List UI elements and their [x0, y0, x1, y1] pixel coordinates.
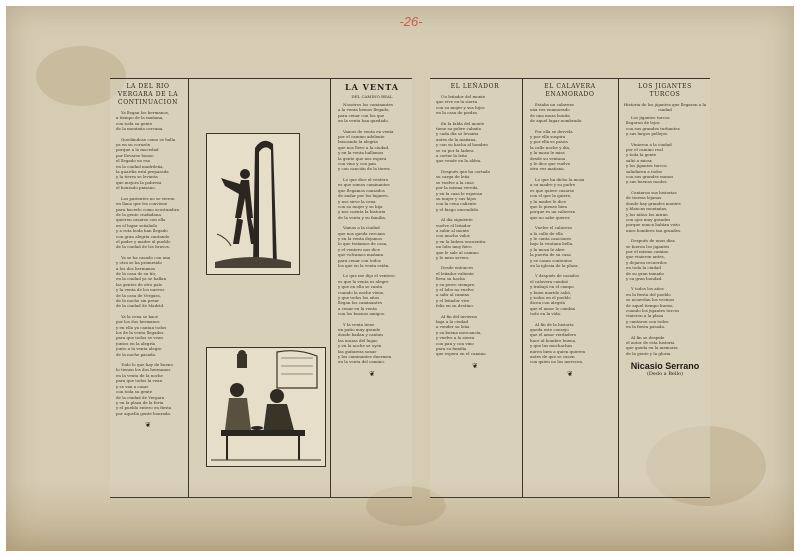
poem-column-3: [620, 79, 710, 497]
verse-line: por aquella gente honrada.: [116, 410, 172, 416]
verse-line: Después que ha cortado: [441, 168, 490, 174]
stanza: [530, 177, 613, 220]
verse-line: y el ventero nos dice: [338, 246, 380, 252]
verse-line: buscando la alegría: [338, 139, 378, 145]
verse-line: Vuelve el calavera: [535, 225, 572, 231]
verse-line: y toda la gente: [626, 152, 657, 158]
verse-line: que vive en la sierra: [436, 99, 478, 105]
verse-line: Lo que dice el ventero: [343, 176, 389, 182]
stanza: [436, 217, 517, 260]
verse-line: y nos cuenta la historia: [338, 209, 386, 215]
verse-line: el padre y madre al pueblo: [116, 238, 171, 244]
verse-line: a cortar la leña: [436, 153, 467, 159]
poem-heading: LA DEL RIO VERGARA DE LA CONTINUACION: [117, 83, 179, 106]
stanza: [530, 322, 613, 365]
poem-subheading: DEL CAMINO REAL: [351, 94, 393, 99]
verse-line: de una moza bonita: [530, 112, 570, 118]
verse-line: cuando la noche viene,: [338, 289, 385, 295]
verse-line: que espera en el camino.: [436, 351, 487, 357]
verse-line: Los parientes no se vieron: [121, 195, 175, 201]
verse-line: en la fiesta pasada.: [626, 324, 666, 330]
verse-line: las gentes de otro país: [116, 281, 162, 287]
verse-line: su carga de leña: [436, 174, 470, 180]
verse-line: antes de que se casen: [530, 354, 575, 360]
verse-line: de la casa de su tío;: [116, 270, 157, 276]
verse-line: de la ciudad de Madrid.: [116, 303, 165, 309]
verse-line: salió a mirar,: [626, 157, 653, 163]
column-rule: [522, 79, 523, 497]
verse-line: las guitarras sonar: [338, 348, 377, 354]
verse-line: y los jigantes turcos: [626, 163, 667, 169]
verse-line: en la ciudad madrileña,: [116, 163, 164, 169]
verse-line: Al fin se despide: [631, 334, 665, 340]
verse-line: y el fuego encendido.: [436, 206, 480, 212]
verse-line: y que en ella se canta: [338, 284, 382, 290]
verse-line: y sus largos pellejos.: [626, 131, 669, 137]
poem-heading: LOS JIGANTES TURCOS: [638, 83, 692, 98]
verse-line: a subir al monte: [436, 227, 469, 233]
woodcut-figure-in-doorway: [206, 133, 300, 275]
verse-line: de la gente y la gloria.: [626, 350, 672, 356]
stanza: [626, 286, 707, 329]
verse-line: en toda la ciudad: [626, 265, 661, 271]
stanza-list: [110, 110, 186, 416]
verse-line: con toda su gente: [116, 120, 153, 126]
column-rule: [188, 79, 189, 497]
stanza: [626, 190, 707, 233]
verse-line: y le canta canciones: [530, 235, 572, 241]
verse-line: y por ella se pasea: [530, 139, 568, 145]
verse-line: Al día siguiente: [441, 217, 473, 223]
verse-line: que volvamos mañana: [338, 252, 383, 258]
verse-line: y a esta boda han llegado: [116, 228, 168, 234]
verse-line: Nosotros los caminantes: [343, 102, 393, 107]
verse-line: y con su hacha al hombro: [436, 142, 488, 148]
verse-line: bajo la ventana bella,: [530, 241, 574, 247]
verse-line: con toda su gente: [116, 389, 153, 395]
verse-line: en la venta de la noche: [116, 372, 163, 378]
verse-line: y su buena mercancía,: [436, 329, 482, 335]
poem-heading: EL CALAVERA ENAMORADO: [544, 83, 596, 98]
verse-line: para hacerlo como acostumbra: [116, 206, 179, 212]
verse-line: en el lugar señalado: [116, 222, 158, 228]
verse-line: Por ella se desvela: [535, 128, 573, 134]
stanza: [116, 314, 183, 357]
stanza: [626, 115, 707, 137]
verse-line: un patio muy grande: [338, 327, 381, 333]
verse-line: con la cena caliente: [436, 201, 477, 207]
verse-line: y su perro siempre,: [436, 281, 476, 287]
verse-line: queda este consejo: [530, 327, 569, 333]
verse-line: juntos en la alegría: [116, 340, 156, 346]
verse-line: y se van a casar: [116, 383, 149, 389]
verse-line: donde bailan y cantan: [338, 332, 383, 338]
verse-line: a vender su leña: [436, 324, 470, 330]
stanza: [338, 322, 409, 365]
verse-line: y todos en el pueblo: [530, 295, 571, 300]
verse-line: se fueron los jigantes: [626, 243, 670, 249]
verse-line: la gente que nos espera: [338, 155, 387, 161]
verse-line: llegan los caminantes: [338, 300, 382, 306]
verse-line: y sus buenos modos.: [626, 179, 668, 185]
verse-line: con mucho valor,: [436, 233, 471, 239]
stanza: [626, 238, 707, 281]
verse-line: vinieron a la plaza: [626, 313, 664, 319]
verse-line: con pan y con vino: [436, 340, 474, 346]
verse-line: porque nunca habían visto: [626, 222, 680, 228]
verse-line: y en la venta dejamos: [338, 235, 382, 241]
verse-line: con sus grandes turbantes: [626, 125, 680, 131]
verse-line: que el amor verdadero: [530, 332, 577, 338]
verse-line: a salir al camino: [436, 292, 470, 298]
verse-line: lo que traíamos de casa,: [338, 241, 388, 247]
stanza: [436, 94, 517, 116]
verse-line: para que todos la vean: [116, 378, 163, 384]
verse-line: baja a la ciudad: [436, 319, 469, 325]
verse-line: Quedándose como se halla: [121, 136, 176, 142]
verse-line: para su familia: [436, 346, 467, 352]
verse-line: por llevarse honor,: [116, 152, 155, 158]
verse-line: con el que la quiere,: [530, 193, 572, 199]
verse-line: que no sabe querer.: [530, 214, 571, 220]
verse-line: a la venta hemos llegado,: [338, 107, 390, 113]
stanza: [116, 196, 183, 250]
woodcut-tavern-scene: [206, 347, 326, 467]
verse-line: la calle noche y día,: [530, 144, 571, 150]
verse-line: y la moza le abre: [530, 246, 565, 252]
verse-line: y en la venta hallamos: [338, 150, 384, 156]
stanza: [338, 102, 409, 124]
verse-line: por el mismo camino: [626, 248, 669, 254]
verse-line: en la casa de piedra.: [436, 110, 479, 116]
verse-line: Al fin de la historia: [535, 321, 574, 327]
verse-line: de la noche sin pesar: [116, 298, 160, 303]
verse-line: unos hombres tan grandes.: [626, 227, 682, 233]
verse-line: y cantaron con todos: [626, 318, 669, 324]
verse-line: y el lobo no vuelve: [436, 287, 474, 292]
poem-column-1: [430, 79, 520, 497]
verse-line: y cada día se levanta: [436, 131, 479, 137]
verse-line: y la moza le mira: [530, 150, 565, 156]
verse-line: su mujer y sus hijos: [436, 195, 477, 201]
verse-line: de aquel tiempo bueno,: [626, 302, 674, 308]
verse-line: los de la venta llegados: [116, 330, 164, 336]
verse-line: de aquel lugar nombrado.: [530, 118, 583, 124]
verse-line: desde su ventana: [530, 155, 566, 161]
verse-line: de la noche pasada.: [116, 351, 157, 357]
verse-line: a la calle de ella: [530, 230, 563, 236]
stanza: [436, 169, 517, 212]
verse-line: y en la casa le esperan: [436, 190, 483, 196]
verse-line: vuelve el leñador: [436, 222, 471, 228]
verse-line: a los dos hermanos: [116, 265, 156, 271]
verse-line: saludaron a todos: [626, 168, 663, 174]
verse-line: de la ciudad de Vergara: [116, 394, 165, 400]
verse-line: y la venta de los nuevos: [116, 287, 165, 293]
verse-line: todo en la vida.: [530, 311, 562, 317]
verse-line: Ya llegan los hermanos,: [121, 110, 170, 115]
verse-line: es que somos caminantes: [338, 182, 390, 188]
verse-line: y que todos los años: [338, 295, 380, 300]
verse-line: en la venta han quedado.: [338, 118, 390, 124]
poem-heading: EL LEÑADOR: [450, 83, 500, 90]
left-page: [110, 78, 412, 498]
verse-line: y en ella ya cantan todos: [116, 324, 167, 330]
verse-line: y en la noche se oyen: [338, 343, 382, 349]
verse-line: y blancas montañas,: [626, 206, 668, 212]
verse-line: de la montaña cercana.: [116, 126, 164, 132]
stanza: [338, 225, 409, 268]
verse-line: junto a la venta alegre: [116, 346, 162, 352]
verse-line: por la misma vereda,: [436, 185, 479, 191]
verse-line: y que las muchachas: [530, 343, 573, 349]
verse-line: por el camino adelante: [338, 134, 385, 140]
verse-line: el calavera cambió: [530, 278, 569, 284]
verse-line: Después de unos días: [631, 238, 675, 244]
verse-line: y su gran bondad.: [626, 275, 663, 281]
verse-line: y buen marido salió,: [530, 289, 572, 295]
poem-subheading: Historia de los jigantes que llegaron a la ciudad: [623, 102, 707, 112]
verse-line: tiene su pobre cabaña: [436, 126, 481, 132]
verse-line: en llano que les conviene: [116, 201, 168, 207]
verse-line: y se casan contentos: [530, 257, 572, 263]
verse-line: el autor de esta historia: [626, 340, 675, 346]
left-column-poem: [110, 79, 186, 497]
verse-line: los que en la venta están.: [338, 262, 390, 268]
folio-number: -26-: [399, 14, 423, 29]
stanza: [626, 142, 707, 185]
verse-line: una vez enamorado: [530, 107, 570, 113]
verse-line: en la iglesia de la plaza.: [530, 262, 579, 268]
column-rule: [330, 79, 331, 497]
verse-line: con su mujer y su hija: [338, 203, 383, 209]
verse-line: con sus grandes manos: [626, 174, 674, 180]
stanza: [530, 225, 613, 268]
author-signature-note: (Dedo a Bello): [646, 371, 684, 378]
verse-line: por el camino real: [626, 147, 663, 153]
verse-line: que nos queda cercana: [338, 230, 385, 236]
verse-line: el honrado paisano.: [116, 185, 156, 191]
verse-line: miren bien a quien quieren: [530, 348, 586, 354]
verse-line: y le mira severo.: [436, 254, 470, 260]
ornament-icon: ❦: [369, 369, 375, 378]
verse-line: un lobo muy fiero: [436, 244, 472, 250]
verse-line: lo tienen los dos hermanos: [116, 367, 171, 373]
verse-line: para cenar con los que: [338, 112, 385, 118]
verse-line: la guardia está preparada: [116, 169, 169, 175]
verse-line: es que la venta es alegre: [338, 278, 389, 284]
poem-column-2: [524, 79, 616, 497]
verse-line: que vende en la aldea.: [436, 158, 482, 164]
verse-line: se acuerdan los vecinos: [626, 297, 675, 303]
verse-line: Desde entonces: [441, 265, 474, 271]
verse-line: y con canción de la tierra.: [338, 166, 391, 172]
verse-line: Ya se ha casado con una: [121, 254, 171, 260]
verse-line: Vamos de venta en venta: [343, 128, 394, 134]
verse-line: con quien no las merecen.: [530, 359, 584, 365]
verse-line: de su gran tamaño: [626, 270, 664, 276]
verse-line: y la madre le dice: [530, 198, 567, 204]
verse-line: en la ciudad ya se hallan: [116, 276, 167, 282]
broadsheet: [6, 6, 794, 551]
verse-line: de la gente ciudadana,: [116, 211, 163, 217]
verse-line: que lo piense bien: [530, 203, 567, 209]
verse-line: Y todos los años: [631, 286, 664, 292]
verse-line: a cenar en la venta: [338, 305, 377, 311]
verse-line: otra vez mañana.: [530, 166, 565, 172]
verse-line: y por ella suspira: [530, 134, 566, 140]
verse-line: y los caminantes duermen: [338, 354, 392, 360]
stanza: [116, 362, 183, 416]
verse-line: Y después de casados: [535, 273, 580, 279]
stanza: [338, 129, 409, 172]
stanza: [338, 177, 409, 220]
stanza: [436, 314, 517, 357]
verse-line: lleva su hacha: [436, 276, 465, 282]
verse-line: a tiempo de la mañana,: [116, 115, 164, 121]
verse-line: que vinieron antes,: [626, 254, 665, 260]
poem-heading: LA VENTA: [345, 82, 399, 92]
verse-line: Estaba un calavera: [535, 102, 574, 107]
verse-line: en la venta del camino.: [338, 359, 385, 365]
verse-line: cuando los jigantes turcos: [626, 308, 680, 313]
verse-line: y en la ladera encuentra: [436, 238, 486, 244]
verse-line: de la ciudad de los bravos.: [116, 244, 171, 250]
verse-line: Contaron sus historias: [631, 189, 677, 195]
verse-line: y los niños los miran: [626, 211, 668, 217]
stanza: [436, 121, 517, 164]
verse-line: y trabajó en el campo: [530, 284, 574, 290]
right-page: [430, 78, 710, 498]
verse-line: Lo que me dijo el ventero: [343, 273, 395, 279]
verse-line: a su madre y su padre: [530, 182, 576, 188]
stanza: [116, 110, 183, 132]
verse-line: En la falda del monte: [441, 120, 485, 126]
verse-line: por los dos hermanos: [116, 319, 160, 325]
verse-line: de tierras lejanas: [626, 195, 662, 201]
verse-line: y dejaron recuerdos: [626, 259, 667, 265]
verse-line: con gran alegría cantando: [116, 233, 170, 239]
stanza-list: [430, 94, 520, 357]
stanza: [530, 102, 613, 124]
verse-line: que nos lleve a la ciudad,: [338, 144, 390, 150]
verse-line: hace al hombre bueno,: [530, 337, 577, 343]
verse-line: que queda en la memoria: [626, 345, 678, 351]
verse-line: Ya la cena se hace: [121, 313, 159, 319]
verse-line: ya en su corazón: [116, 142, 151, 148]
stanza: [626, 335, 707, 357]
verse-line: y vuelve a la sierra: [436, 335, 475, 341]
verse-line: Todo lo que hay de bueno: [121, 362, 173, 368]
verse-line: llegaron de lejos: [626, 120, 660, 126]
verse-line: se vuelve a la casa: [436, 179, 474, 185]
right-column-poem: [332, 79, 412, 497]
verse-line: en la fiesta del pueblo: [626, 291, 671, 297]
verse-line: se va por la ladera: [436, 147, 474, 153]
stanza: [530, 273, 613, 316]
verse-line: y en la plaza de la feria: [116, 399, 164, 405]
verse-line: Un leñador del monte: [441, 94, 486, 99]
verse-line: con los buenos amigos.: [338, 311, 386, 317]
stanza: [530, 129, 613, 172]
verse-line: quieren casarse con ella: [116, 217, 166, 223]
verse-line: con su mujer y sus hijos: [436, 104, 485, 110]
verse-line: Vinieron a la ciudad: [631, 141, 672, 147]
verse-line: las mozas del lugar,: [338, 337, 379, 343]
stanza: [116, 137, 183, 191]
verse-line: para que todos se vean: [116, 335, 163, 341]
verse-line: y le dice que vuelva: [530, 161, 571, 167]
stanza-list: [332, 102, 412, 365]
verse-line: de andar por los lugares,: [338, 193, 389, 199]
verse-line: y nos sirve la cena: [338, 198, 376, 204]
verse-line: donde hay grandes montes: [626, 200, 681, 206]
verse-line: antes de la mañana,: [436, 136, 477, 142]
verse-line: y el leñador vive: [436, 297, 470, 303]
verse-line: y el pueblo entero en fiesta: [116, 405, 172, 411]
verse-line: dicen con alegría: [530, 300, 565, 306]
ornament-icon: ❦: [145, 421, 151, 430]
ornament-icon: ❦: [472, 361, 478, 370]
verse-line: que le sale al camino: [436, 249, 479, 255]
verse-line: Y la venta tiene: [343, 321, 375, 327]
verse-line: el llegado en esa: [116, 158, 151, 164]
verse-line: es que quiere casarse: [530, 187, 575, 193]
verse-line: de la casa de Vergara,: [116, 292, 161, 298]
verse-line: porque a la mocedad: [116, 147, 159, 153]
verse-line: Lo que ha dicho la moza: [535, 176, 585, 182]
verse-line: porque es un calavera: [530, 209, 575, 215]
verse-line: feliz en su destino.: [436, 303, 474, 309]
verse-line: y otra se ha prometido: [116, 260, 162, 266]
verse-line: con vino y con pan: [338, 161, 376, 167]
verse-line: Los jigantes turcos: [631, 115, 670, 120]
verse-line: de la venta y su familia.: [338, 214, 387, 220]
verse-line: que mejora la pobreza: [116, 179, 162, 185]
verse-line: Vamos a la ciudad: [343, 225, 380, 231]
author-signature: Nicasio Serrano: [630, 361, 700, 372]
verse-line: el leñador valiente: [436, 270, 474, 276]
verse-line: Al fin del invierno: [441, 313, 478, 319]
verse-line: y la tierra se levanta: [116, 174, 158, 180]
stanza-list: [620, 115, 710, 356]
verse-line: con ojos muy grandes: [626, 216, 671, 222]
stanza: [338, 273, 409, 316]
ornament-icon: ❦: [567, 369, 573, 378]
verse-line: para cenar con todos: [338, 257, 381, 263]
stanza: [116, 255, 183, 309]
verse-line: que llegamos cansados: [338, 187, 385, 193]
stanza-list: [524, 102, 616, 365]
verse-line: que el amor lo cambia: [530, 305, 576, 311]
verse-line: la puerta de su casa: [530, 252, 571, 258]
column-rule: [618, 79, 619, 497]
stanza: [436, 265, 517, 308]
